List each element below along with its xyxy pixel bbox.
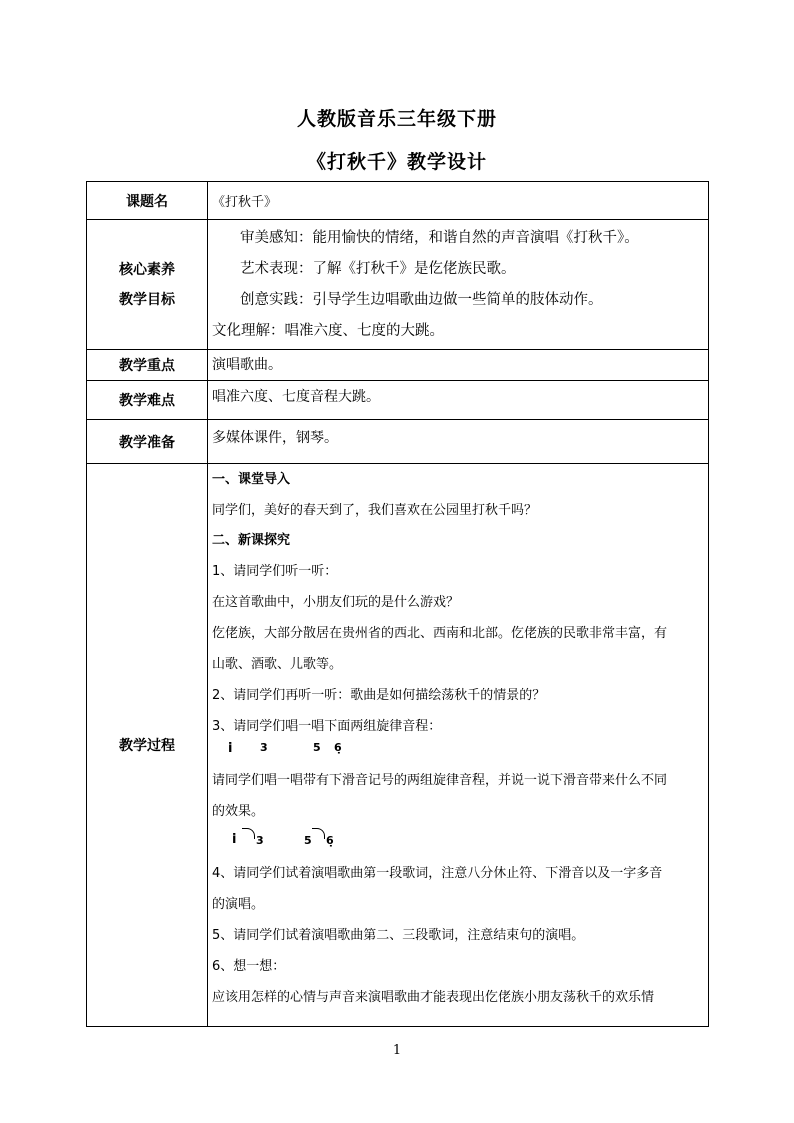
table-row-focus — [87, 350, 709, 381]
note: 5 — [313, 741, 321, 754]
note: i — [232, 832, 237, 847]
note: 5 — [304, 834, 312, 847]
process-paragraph: 仡佬族，大部分散居在贵州省的西北、西南和北部。仡佬族的民歌非常丰富，有 — [212, 626, 668, 641]
process-paragraph: 请同学们唱一唱带有下滑音记号的两组旋律音程，并说一说下滑音带来什么不同 — [212, 773, 668, 788]
table-row-process — [87, 464, 709, 1027]
process-paragraph: 的效果。 — [212, 804, 265, 819]
note: 6̣ — [326, 834, 334, 847]
table-row-goals — [87, 220, 709, 350]
process-paragraph: 应该用怎样的心情与声音来演唱歌曲才能表现出仡佬族小朋友荡秋千的欢乐情 — [212, 990, 655, 1005]
goal-line: 艺术表现：了解《打秋千》是仡佬族民歌。 — [240, 260, 516, 277]
topic-label: 课题名 — [87, 182, 208, 220]
table-row-topic — [87, 182, 709, 220]
process-step: 6、想一想： — [212, 959, 286, 974]
document-subtitle: 《打秋千》教学设计 — [306, 151, 487, 173]
note: 6̣ — [334, 741, 342, 754]
difficulty-value: 唱准六度、七度音程大跳。 — [208, 381, 709, 420]
process-step: 5、请同学们试着演唱歌曲第二、三段歌词，注意结束句的演唱。 — [212, 928, 585, 943]
note: 3 — [256, 834, 264, 847]
process-paragraph: 山歌、酒歌、儿歌等。 — [212, 657, 343, 672]
process-paragraph: 在这首歌曲中，小朋友们玩的是什么游戏？ — [212, 595, 460, 610]
goals-label-line2: 教学目标 — [119, 291, 175, 308]
section-heading: 一、课堂导入 — [212, 472, 291, 487]
topic-value: 《打秋千》 — [208, 182, 709, 220]
goal-line: 创意实践：引导学生边唱歌曲边做一些简单的肢体动作。 — [240, 291, 603, 308]
focus-label: 教学重点 — [87, 350, 208, 381]
preparation-value: 多媒体课件，钢琴。 — [208, 420, 709, 464]
goals-content — [208, 220, 709, 350]
melody-intervals — [212, 737, 704, 763]
process-step: 3、请同学们唱一唱下面两组旋律音程： — [212, 719, 442, 734]
lesson-plan-table — [86, 181, 709, 1027]
process-step: 2、请同学们再听一听：歌曲是如何描绘荡秋千的情景的？ — [212, 688, 546, 703]
goal-line: 文化理解：唱准六度、七度的大跳。 — [212, 322, 444, 339]
note: 3 — [260, 741, 268, 754]
note: i — [228, 741, 233, 756]
focus-value: 演唱歌曲。 — [208, 350, 709, 381]
process-step: 1、请同学们听一听： — [212, 564, 338, 579]
process-step: 的演唱。 — [212, 897, 265, 912]
process-step: 4、请同学们试着演唱歌曲第一段歌词，注意八分休止符、下滑音以及一字多音 — [212, 866, 663, 881]
section-heading: 二、新课探究 — [212, 533, 291, 548]
difficulty-label: 教学难点 — [87, 381, 208, 420]
page-number: 1 — [392, 1043, 402, 1058]
melody-intervals-glissando — [212, 822, 704, 852]
slide-mark — [242, 828, 255, 839]
goals-label-line1: 核心素养 — [119, 261, 175, 278]
document-title: 人教版音乐三年级下册 — [296, 108, 497, 130]
slide-mark — [312, 828, 325, 839]
process-content — [208, 464, 709, 1027]
table-row-preparation — [87, 420, 709, 464]
goal-line: 审美感知：能用愉快的情绪，和谐自然的声音演唱《打秋千》。 — [240, 229, 639, 246]
preparation-label: 教学准备 — [87, 420, 208, 464]
process-paragraph: 同学们，美好的春天到了，我们喜欢在公园里打秋千吗？ — [212, 503, 538, 518]
process-label: 教学过程 — [87, 464, 208, 1027]
goals-label — [87, 220, 208, 350]
table-row-difficulty — [87, 381, 709, 420]
